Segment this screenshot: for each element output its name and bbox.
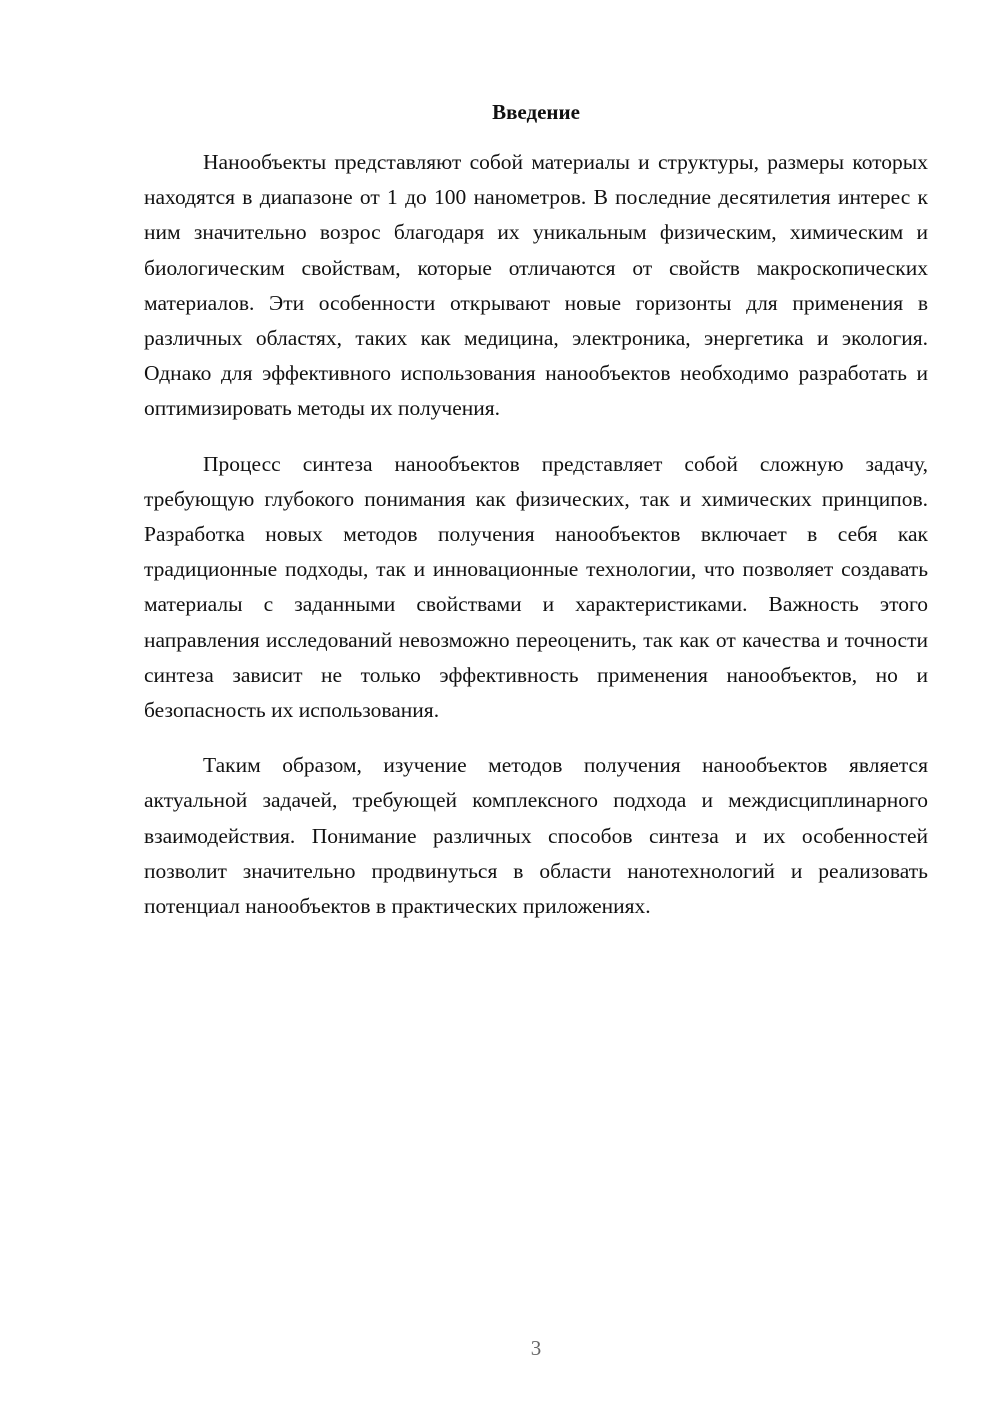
page-number: 3 [530, 1336, 542, 1360]
body-text [144, 145, 928, 944]
paragraph-3: Таким образом, изучение методов получения нанообъектов является актуальной задачей, требующей комплексного подхода и междисциплинарного взаимодействия. Понимание различных способов синтеза и их особенностей позволит значительно продвинуться в области нанотехнологий и реализовать потенциал нанообъектов в практических приложениях. [144, 753, 928, 919]
section-heading: Введение [492, 100, 580, 124]
paragraph-1: Нанообъекты представляют собой материалы и структуры, размеры которых находятся в диапазоне от 1 до 100 нанометров. В последние десятилетия интерес к ним значительно возрос благодаря их уникальным физическим, химическим и биологическим свойствам, которые отличаются от свойств макроскопических материалов. Эти особенности открывают новые горизонты для применения в различных областях, таких как медицина, электроника, энергетика и экология. Однако для эффективного использования нанообъектов необходимо разработать и оптимизировать методы их получения. [144, 150, 928, 421]
paragraph-2: Процесс синтеза нанообъектов представляет собой сложную задачу, требующую глубокого понимания как физических, так и химических принципов. Разработка новых методов получения нанообъектов включает в себя как традиционные подходы, так и инновационные технологии, что позволяет создавать материалы с заданными свойствами и характеристиками. Важность этого направления исследований невозможно переоценить, так как от качества и точности синтеза зависит не только эффективность применения нанообъектов, но и безопасность их использования. [144, 451, 928, 723]
